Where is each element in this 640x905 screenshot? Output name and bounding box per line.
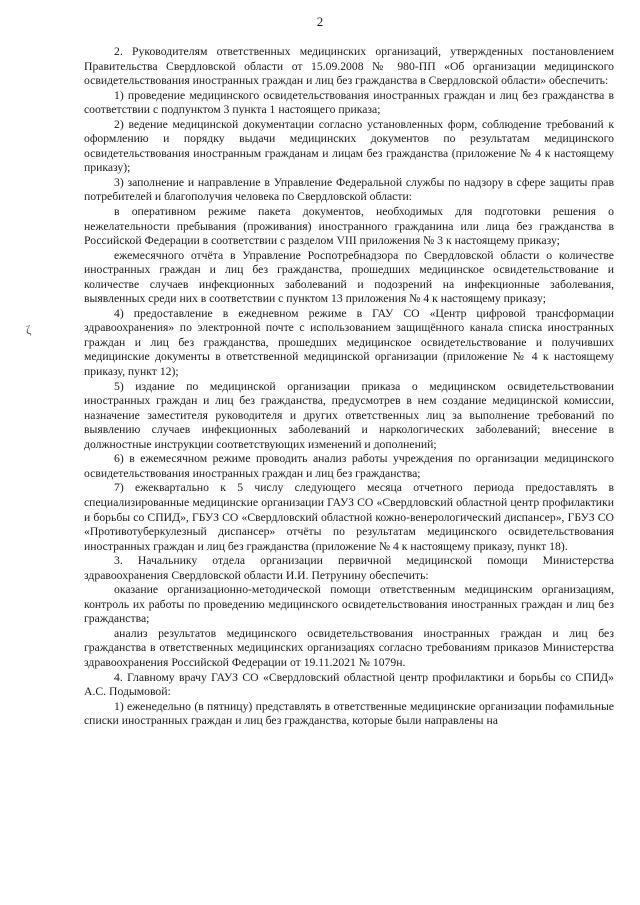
- paragraph-2-6: 6) в ежемесячном режиме проводить анализ работы учреждения по организации медицинского освидетельствования иностранных граждан и лиц без гражданства;: [84, 452, 614, 480]
- paragraph-2-3: 3) заполнение и направление в Управление Федеральной службы по надзору в сфере защиты прав потребителей и благополучия человека по Свердловской области:: [84, 175, 614, 204]
- paragraph-3-b: анализ результатов медицинского освидетельствования иностранных граждан и лиц без гражданства в ответственных медицинских организациях согласно требованиям приказов Министерства здравоохранения Российской Федерации от 19.11.2021 № 1079н.: [84, 626, 614, 669]
- paragraph-4-1: 1) еженедельно (в пятницу) представлять в ответственные медицинские организации пофамильные списки иностранных граждан и лиц без гражданства, которые были направлены на: [84, 699, 614, 728]
- paragraph-2: 2. Руководителям ответственных медицинских организаций, утвержденных постановлением Правительства Свердловской области от 15.09.2008 № 980-ПП «Об организации медицинского освидетельствования иностранных граждан и лиц без гражданства в Свердловской области» обеспечить:: [84, 45, 614, 88]
- paragraph-4: 4. Главному врачу ГАУЗ СО «Свердловский областной центр профилактики и борьбы со СПИД» А.С. Подымовой:: [84, 670, 614, 699]
- paragraph-2-1: 1) проведение медицинского освидетельствования иностранных граждан и лиц без гражданства в соответствии с подпунктом 3 пункта 1 настоящего приказа;: [84, 88, 614, 117]
- paragraph-2-5: 5) издание по медицинской организации приказа о медицинском освидетельствовании иностранных граждан и лиц без гражданства, предусмотрев в нем создание медицинской комиссии, назначение заместителя руководителя и других ответственных лиц за выполнение требований по выявлению случаев инфекционных заболеваний и наркологических заболеваний; внесение в должностные инструкции соответствующих изменений и дополнений;: [84, 379, 614, 451]
- paragraph-2-4: 4) предоставление в ежедневном режиме в ГАУ СО «Центр цифровой трансформации здравоохранения» по электронной почте с использованием защищённого канала списка иностранных граждан и лиц без гражданства, прошедших медицинское освидетельствование и получивших медицинские документы в ответственной медицинской организации (приложение № 4 к настоящему приказу, пункт 12);: [84, 306, 614, 379]
- margin-mark: ζ: [24, 322, 32, 338]
- paragraph-2-7: 7) ежеквартально к 5 числу следующего месяца отчетного периода предоставлять в специализированные медицинские организации ГАУЗ СО «Свердловский областной центр профилактики и борьбы со СПИД», ГБУЗ СО «Свердловский областной кожно-венерологический диспансер», ГБУЗ СО «Противотуберкулезный диспансер» отчёты по результатам медицинского освидетельствования иностранных граждан и лиц без гражданства (приложение № 4 к настоящему приказу, пункт 18).: [84, 481, 614, 553]
- paragraph-2-3-b: ежемесячного отчёта в Управление Роспотребнадзора по Свердловской области о количестве иностранных граждан и лиц без гражданства, прошедших медицинское освидетельствование и количестве случаев инфекционных заболеваний и подозрений на инфекционные заболевания, выявленных среди них в соответствии с пунктом 13 приложения № 4 к настоящему приказу;: [84, 248, 614, 306]
- document-body: [84, 45, 614, 729]
- paragraph-2-2: 2) ведение медицинской документации согласно установленных форм, соблюдение требований к оформлению и порядку выдачи медицинских документов по результатам медицинского освидетельствования иностранным гражданам и лицам без гражданства (приложение № 4 к настоящему приказу);: [84, 117, 614, 175]
- paragraph-3-a: оказание организационно-методической помощи ответственным медицинским организациям, контроль их работы по проведению медицинского освидетельствования иностранных граждан и лиц без гражданства;: [84, 583, 614, 626]
- page-number: 2: [316, 14, 324, 29]
- paragraph-3: 3. Начальнику отдела организации первичной медицинской помощи Министерства здравоохранения Свердловской области И.И. Петрунину обеспечить:: [84, 554, 614, 582]
- paragraph-2-3-a: в оперативном режиме пакета документов, необходимых для подготовки решения о нежелательности пребывания (проживания) иностранного гражданина или лица без гражданства в Российской Федерации в соответствии с разделом VIII приложения № 3 к настоящему приказу;: [84, 205, 614, 248]
